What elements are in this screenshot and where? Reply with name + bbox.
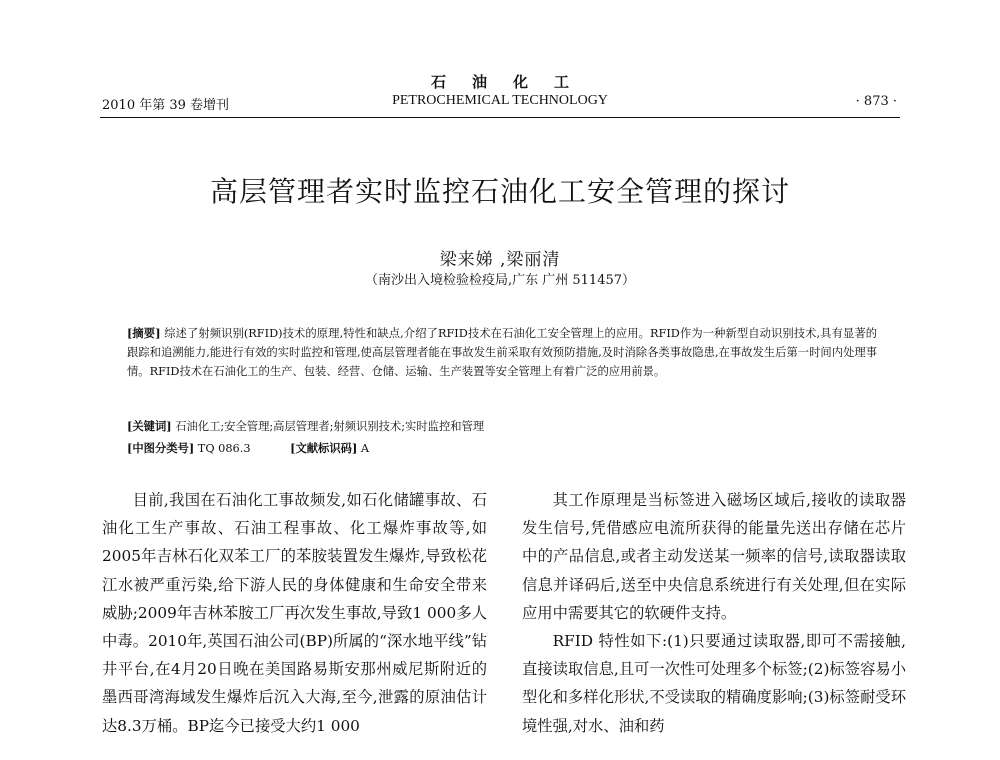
journal-name-chinese: 石油化工 [430,73,595,91]
header-rule [100,117,900,118]
abstract [127,324,877,381]
article-authors: 梁来娣 ,梁丽清 [439,250,561,270]
class-label: [中图分类号] [127,441,195,455]
keywords-label: [关键词] [127,419,172,433]
body-paragraph: 目前,我国在石油化工事故频发,如石化储罐事故、石油化工生产事故、石油工程事故、化工爆炸事故等,如2005年吉林石化双苯工厂的苯胺装置发生爆炸,导致松花江水被严重污染,给下游人民的身体健康和生命安全带来威胁;2009年吉林苯胺工厂再次发生事故,导致1 000多人中毒。2010年,英国石油公司(BP)所属的“深水地平线”钻井平台,在4月20日晚在美国路易斯安那州威尼斯附近的墨西哥湾海域发生爆炸后沉入大海,至今,泄露的原油估计达8.3万桶。BP迄今已接受大约1 000 [102,491,487,735]
journal-name-english: PETROCHEMICAL TECHNOLOGY [392,93,608,108]
keywords-line [127,418,484,434]
body-paragraph: RFID 特性如下:(1)只要通过读取器,即可不需接触,直接读取信息,且可一次性可处理多个标签;(2)标签容易小型化和多样化形状,不受读取的精确度影响;(3)标签耐受环境性强,对水、油和药 [522,632,906,735]
author-affiliation: （南沙出入境检验检疫局,广东 广州 511457） [364,273,636,288]
page-number: · 873 · [855,94,897,109]
classification-line [127,440,369,456]
body-column-left [102,486,487,740]
keywords-text: 石油化工;安全管理;高层管理者;射频识别技术;实时监控和管理 [175,420,485,433]
doc-code: A [360,442,370,455]
article-title: 高层管理者实时监控石油化工安全管理的探讨 [209,175,790,208]
abstract-label: [摘要] [127,326,161,340]
abstract-text: 综述了射频识别(RFID)技术的原理,特性和缺点,介绍了RFID技术在石油化工安全管理上的应用。RFID作为一种新型自动识别技术,具有显著的跟踪和追溯能力,能进行有效的实时监控和管理,使高层管理者能在事故发生前采取有效预防措施,及时消除各类事故隐患,在事故发生后第一时间内处理事情。RFID技术在石油化工的生产、包装、经营、仓储、运输、生产装置等安全管理上有着广泛的应用前景。 [127,327,878,378]
class-number: TQ 086.3 [197,442,251,455]
body-column-right [522,486,906,740]
issue-info: 2010 年第 39 卷增刊 [102,98,230,113]
body-paragraph: 其工作原理是当标签进入磁场区域后,接收的读取器发生信号,凭借感应电流所获得的能量先送出存储在芯片中的产品信息,或者主动发送某一频率的信号,读取器读取信息并译码后,送至中央信息系统进行有关处理,但在实际应用中需要其它的软硬件支持。 [522,491,906,622]
doc-code-label: [文献标识码] [290,441,358,455]
